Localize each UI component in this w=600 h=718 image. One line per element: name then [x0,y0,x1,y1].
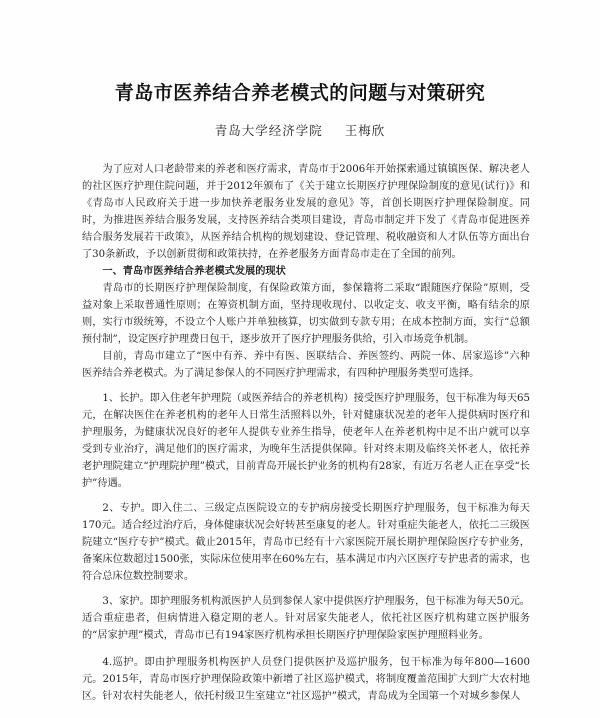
article-title: 青岛市医养结合养老模式的问题与对策研究 [114,82,486,104]
paragraph-insurance-policy: 青岛市的长期医疗护理保险制度，有保险政策方面，参保籍将二采取“跟随医疗保险”原则，受益对象上采取普通性原则；在筹资机制方面，坚持现收现付、以收定支、收支平衡，略有结余的原则，实行市级统筹，不设立个人账户并单独核算，切实做到专款专用；在成本控制方面，实行“总额预付制”，设定医疗护理费日包干，逐步放开了医疗护理服务供给，引入市场竞争机制。 [82,283,530,345]
paragraph-intro: 为了应对人口老龄带来的养老和医疗需求，青岛市于2006年开始探索通过镇镇医保、解决老人的社区医疗护理住院问题，并于2012年颁布了《关于建立长期医疗护理保险制度的意见(试行)》和《青岛市人民政府关于进一步加快养老服务业发展的意见》等，首创长期医疗护理保险制度。同时，为推进医养结合服务发展，支持医养结合类项目建设，青岛市制定并下发了《青岛市促进医养结合服务发展若干政策》，从医养结合机构的规划建设、登记管理、税收融资和人才队伍等方面出台了30条新政，予以创新贯彻和政策扶持，在养老服务方面青岛市走在了全国的前列。 [82,164,530,260]
paragraph-jiahu: 3、家护。即护理服务机构派医护人员到参保人家中提供医疗护理服务，包干标准为每天50元。适合重症患者，但病情进入稳定期的老人。针对居家失能老人，依托社区医疗机构建立医护服务的“居家护理”模式，青岛市已有194家医疗机构承担长期医疗护理保险家医护理照料业务。 [82,596,530,641]
paragraph-zhuanhu: 2、专护。即入住二、三级定点医院设立的专护病房接受长期医疗护理服务，包干标准为每天170元。适合经过治疗后，身体健康状况会好转甚至康复的老人。针对重症失能老人，依托二三级医院建立“医疗专护”模式。截止2015年，青岛市已经有十六家医院开展长期护理保险医疗专护业务，备案床位数超过1500张，实际床位使用率在60%左右，基本满足市内六区医疗专护患者的需求，也符合总床位数控制要求。 [82,503,530,582]
author-affiliation: 青岛大学经济学院 [214,123,323,138]
author-line [0,121,600,139]
author-name: 王梅欣 [344,123,386,138]
section-heading: 一、青岛市医养结合养老模式发展的现状 [102,266,286,277]
article-body [82,161,530,705]
paragraph-changhu: 1、长护。即入住老年护理院（或医养结合的养老机构）接受医疗护理服务，包干标准为每天65元，在解决医住在养老机构的老年人日常生活照料以外，针对健康状况差的老年人提供病时医疗和护理服务，为健康状况良好的老年人提供专业养生指导，使老年人在养老机构中足不出户就可以享受到专业治疗，满足他们的医疗需求，为晚年生活提供保障。针对终末期及临终关怀老人，依托养老护理院建立“护理院护理”模式，目前青岛开展长护业务的机构有28家，有近万名老人正在享受“长护”待遇。 [82,393,530,489]
paragraph-xunhu: 4.巡护。即由护理服务机构医护人员登门提供医护及巡护服务，包干标准为每年800—1600元。2015年，青岛市医疗护理保险政策中新增了社区巡护模式，将制度覆盖范围扩大到广大农村地区。针对农村失能老人，依托村级卫生室建立“社区巡护”模式，青岛成为全国第一个对城乡参保人 [82,657,530,702]
paragraph-care-models: 目前，青岛市建立了“医中有养、养中有医、医联结合、养医签约、两院一体、居家巡诊”六种医养结合养老模式。为了满足参保人的不同医疗护理需求，有四种护理服务类型可选择。 [82,351,530,379]
